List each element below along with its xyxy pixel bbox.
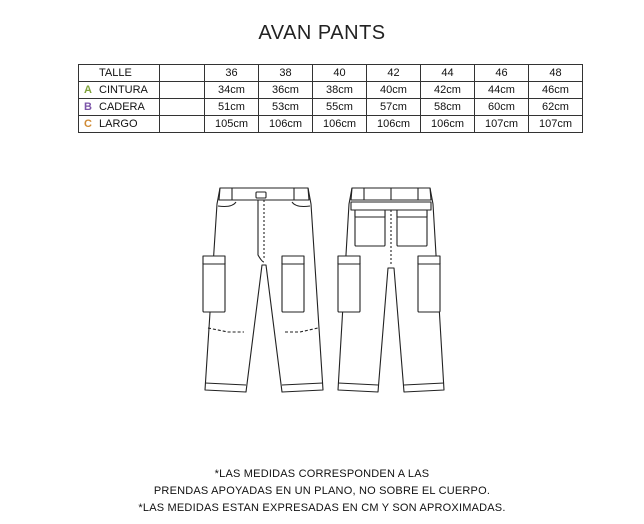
table-cell: 60cm [475,99,529,116]
table-cell: 57cm [367,99,421,116]
table-cell: 51cm [205,99,259,116]
table-cell: 106cm [367,116,421,133]
table-cell: 105cm [205,116,259,133]
pants-illustration [0,180,644,420]
table-cell: 107cm [475,116,529,133]
table-cell-empty [160,116,205,133]
table-cell: 106cm [313,116,367,133]
note-line: PRENDAS APOYADAS EN UN PLANO, NO SOBRE EL CUERPO. [153,485,491,497]
size-header: 46 [475,65,529,82]
note-line: *LAS MEDIDAS CORRESPONDEN A LAS [214,468,430,480]
table-cell-empty [79,65,98,82]
size-header: 40 [313,65,367,82]
row-name: LARGO [97,116,160,133]
table-cell: 34cm [205,82,259,99]
table-cell: 62cm [529,99,583,116]
table-cell: 40cm [367,82,421,99]
table-cell: 46cm [529,82,583,99]
note-line: *LAS MEDIDAS ESTAN EXPRESADAS EN CM Y SON APROXIMADAS. [138,502,506,514]
table-cell-empty [160,65,205,82]
table-cell: 55cm [313,99,367,116]
row-letter: C [79,116,98,133]
pants-front-view [203,188,323,392]
table-row-largo [79,116,583,133]
size-header: 44 [421,65,475,82]
size-header: 36 [205,65,259,82]
row-name: CINTURA [97,82,160,99]
table-header-label: TALLE [97,65,160,82]
row-letter: A [79,82,98,99]
pants-back-view [338,188,444,392]
table-cell: 38cm [313,82,367,99]
table-row-cintura [79,82,583,99]
page-title: AVAN PANTS [258,22,386,44]
size-header: 48 [529,65,583,82]
table-cell: 53cm [259,99,313,116]
table-cell: 107cm [529,116,583,133]
table-header-row [79,65,583,82]
table-row-cadera [79,99,583,116]
size-header: 42 [367,65,421,82]
table-cell: 106cm [259,116,313,133]
table-cell-empty [160,99,205,116]
notes [0,466,644,517]
table-cell: 36cm [259,82,313,99]
table-cell: 44cm [475,82,529,99]
table-cell: 106cm [421,116,475,133]
table-cell: 58cm [421,99,475,116]
size-header: 38 [259,65,313,82]
table-cell: 42cm [421,82,475,99]
row-letter: B [79,99,98,116]
table-cell-empty [160,82,205,99]
row-name: CADERA [97,99,160,116]
size-table [78,64,583,133]
